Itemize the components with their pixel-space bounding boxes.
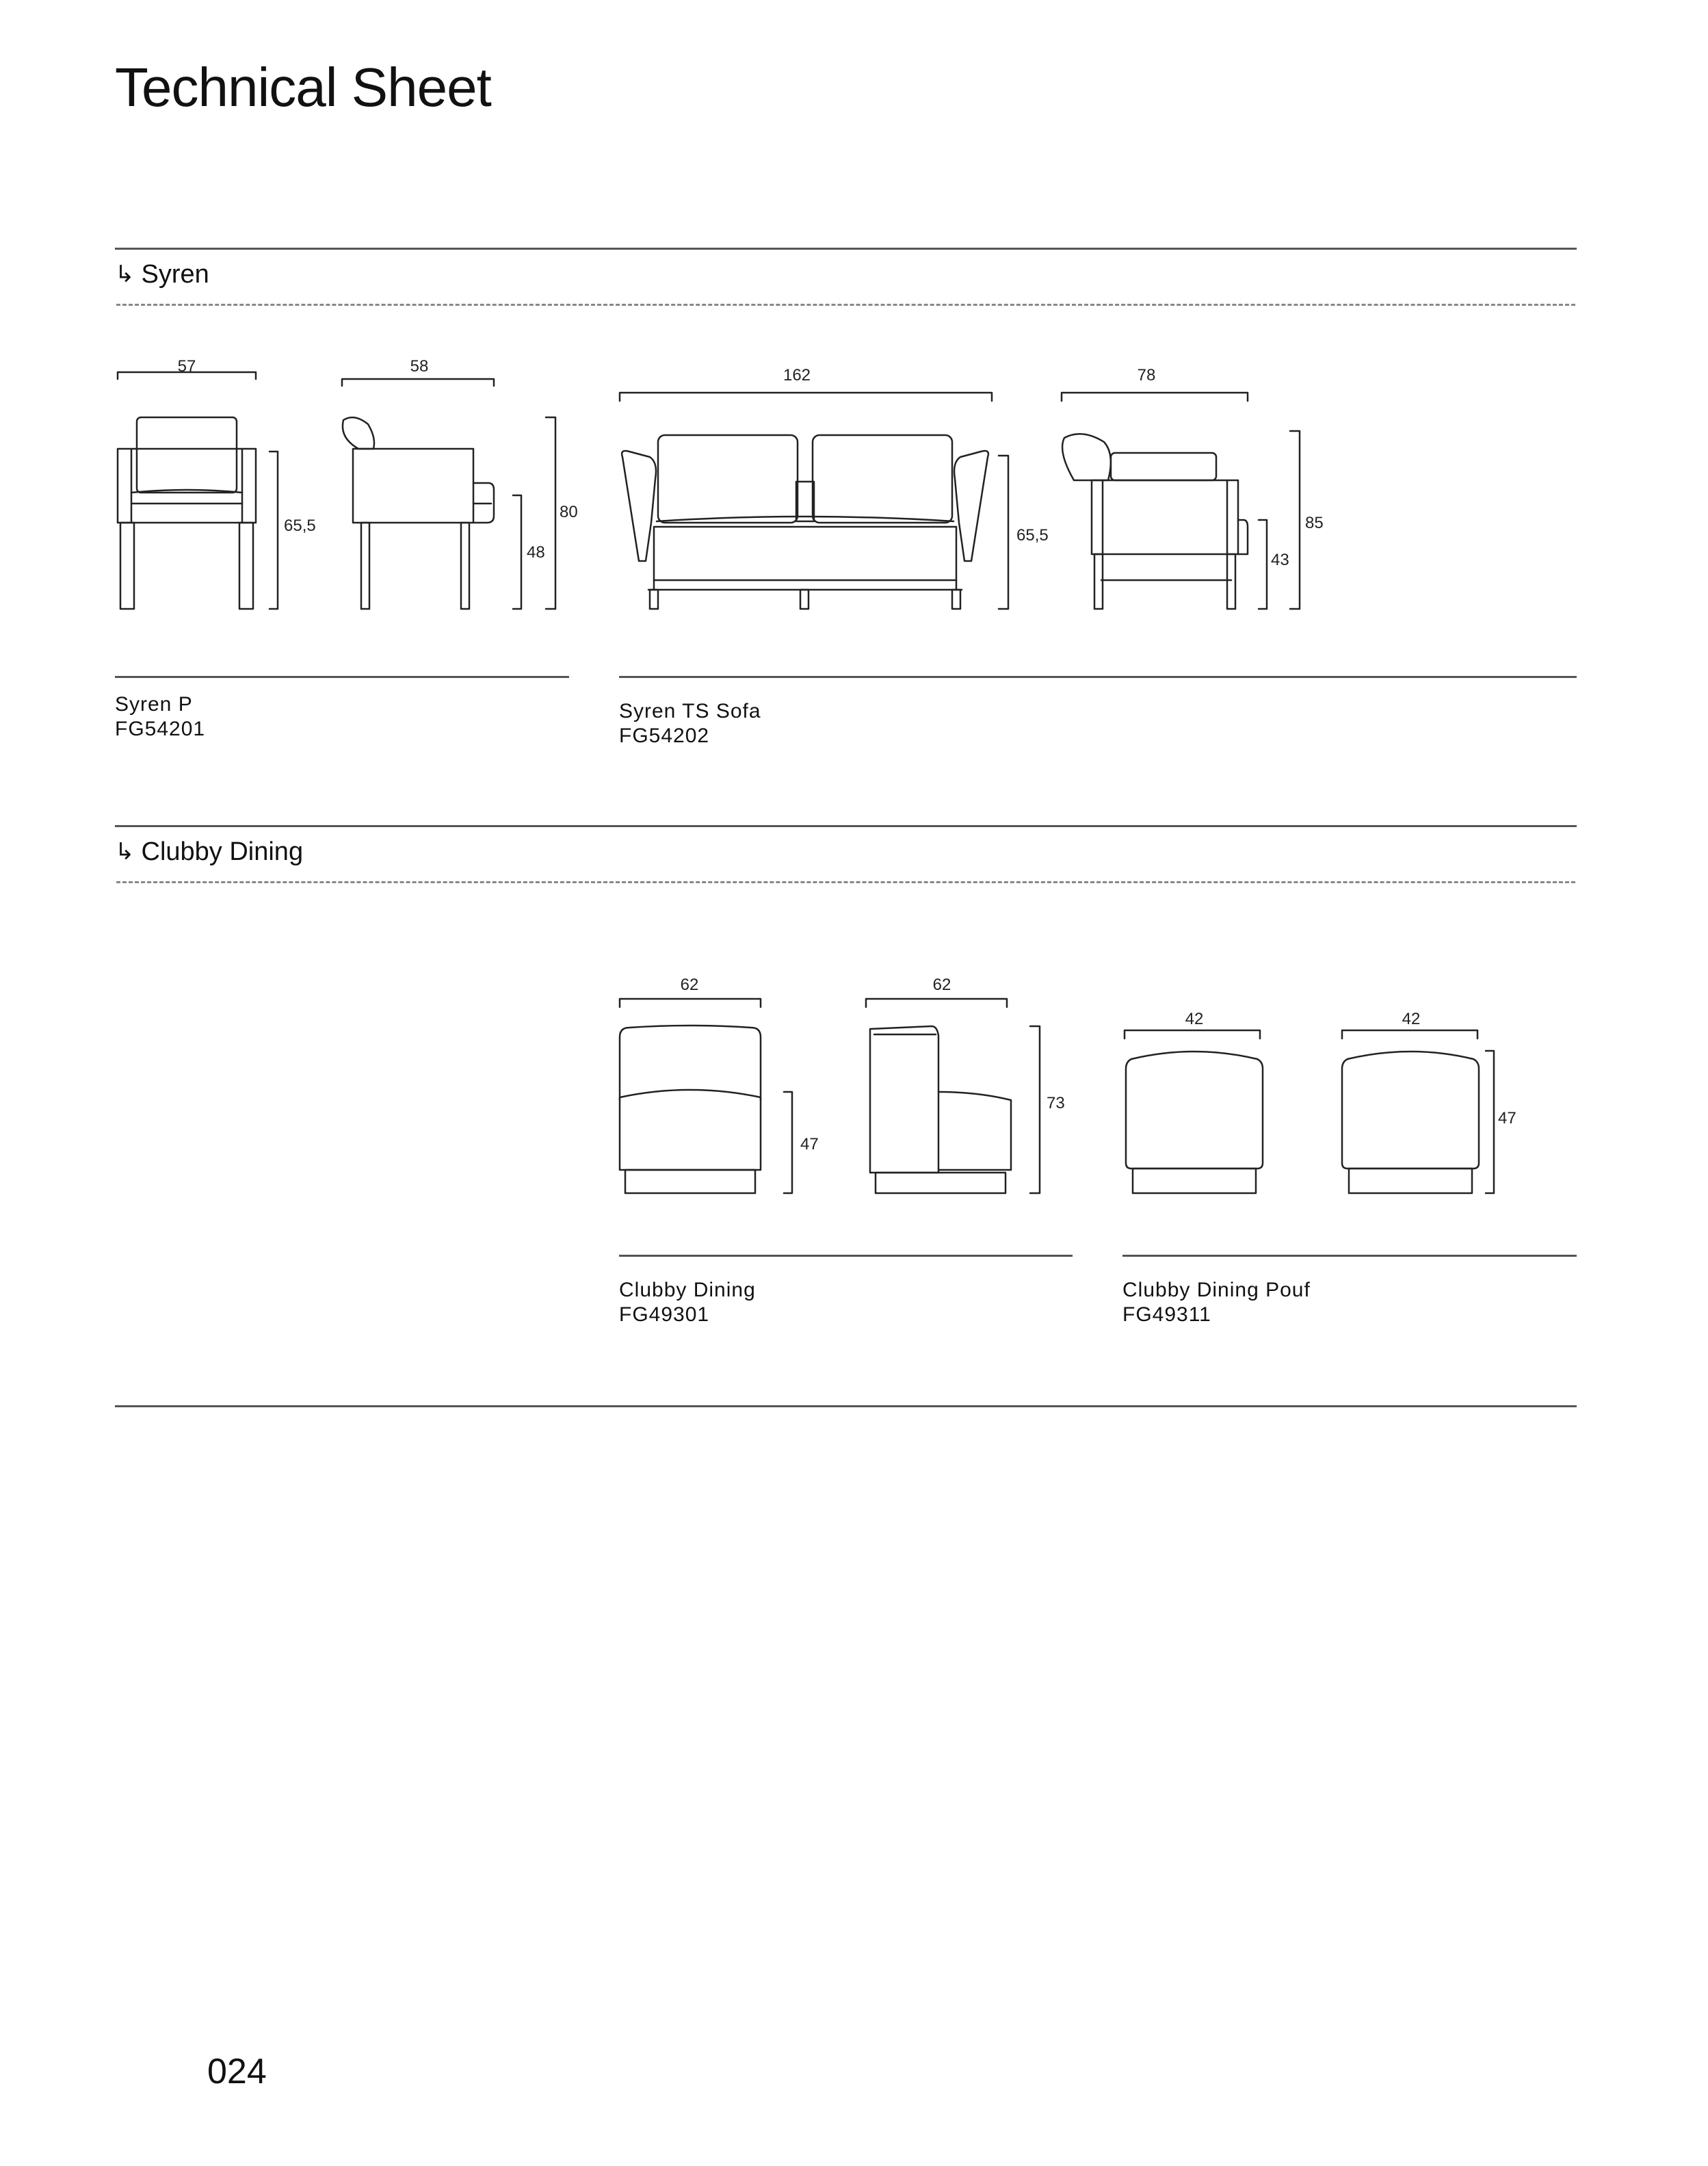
width-dimension: 42 [1185, 1010, 1204, 1028]
return-arrow-icon: ↳ [115, 261, 135, 287]
product-name: Syren P [115, 693, 193, 716]
height-dimension: 47 [1498, 1109, 1516, 1127]
height-dimension: 65,5 [1016, 526, 1049, 545]
seat-height-dimension: 43 [1271, 551, 1289, 569]
height-dimension: 65,5 [284, 517, 316, 535]
clubby-dining-pouf-front-drawing [1125, 1010, 1263, 1193]
page-number: 024 [207, 2052, 267, 2091]
height-dimension: 73 [1047, 1094, 1065, 1112]
width-dimension: 42 [1402, 1010, 1421, 1028]
product-code: FG54201 [115, 718, 206, 740]
product-code: FG49301 [619, 1303, 710, 1326]
product-code: FG49311 [1122, 1303, 1211, 1326]
section-title: Syren [141, 260, 209, 289]
width-dimension: 162 [783, 366, 811, 384]
section-title: Clubby Dining [141, 837, 304, 866]
depth-dimension: 78 [1137, 366, 1156, 384]
product-name: Clubby Dining Pouf [1122, 1279, 1311, 1301]
page-title: Technical Sheet [115, 57, 491, 118]
depth-dimension: 62 [932, 976, 951, 994]
clubby-dining-pouf-side-drawing [1342, 1010, 1516, 1193]
width-dimension: 62 [680, 976, 699, 994]
height-dimension: 80 [560, 503, 578, 521]
depth-dimension: 58 [410, 357, 429, 376]
product-name: Syren TS Sofa [619, 700, 761, 722]
seat-height-dimension: 47 [800, 1135, 819, 1153]
syren-p-side-drawing [342, 357, 578, 609]
syren-ts-sofa-front-drawing [620, 366, 1049, 609]
clubby-dining-side-drawing [866, 976, 1065, 1193]
seat-height-dimension: 48 [527, 543, 545, 562]
return-arrow-icon: ↳ [115, 839, 135, 865]
height-dimension: 85 [1305, 514, 1324, 532]
product-name: Clubby Dining [619, 1279, 756, 1301]
syren-p-front-drawing [118, 357, 316, 609]
syren-ts-sofa-side-drawing [1062, 366, 1324, 609]
clubby-dining-front-drawing [620, 976, 819, 1193]
product-code: FG54202 [619, 725, 710, 747]
width-dimension: 57 [177, 357, 196, 376]
